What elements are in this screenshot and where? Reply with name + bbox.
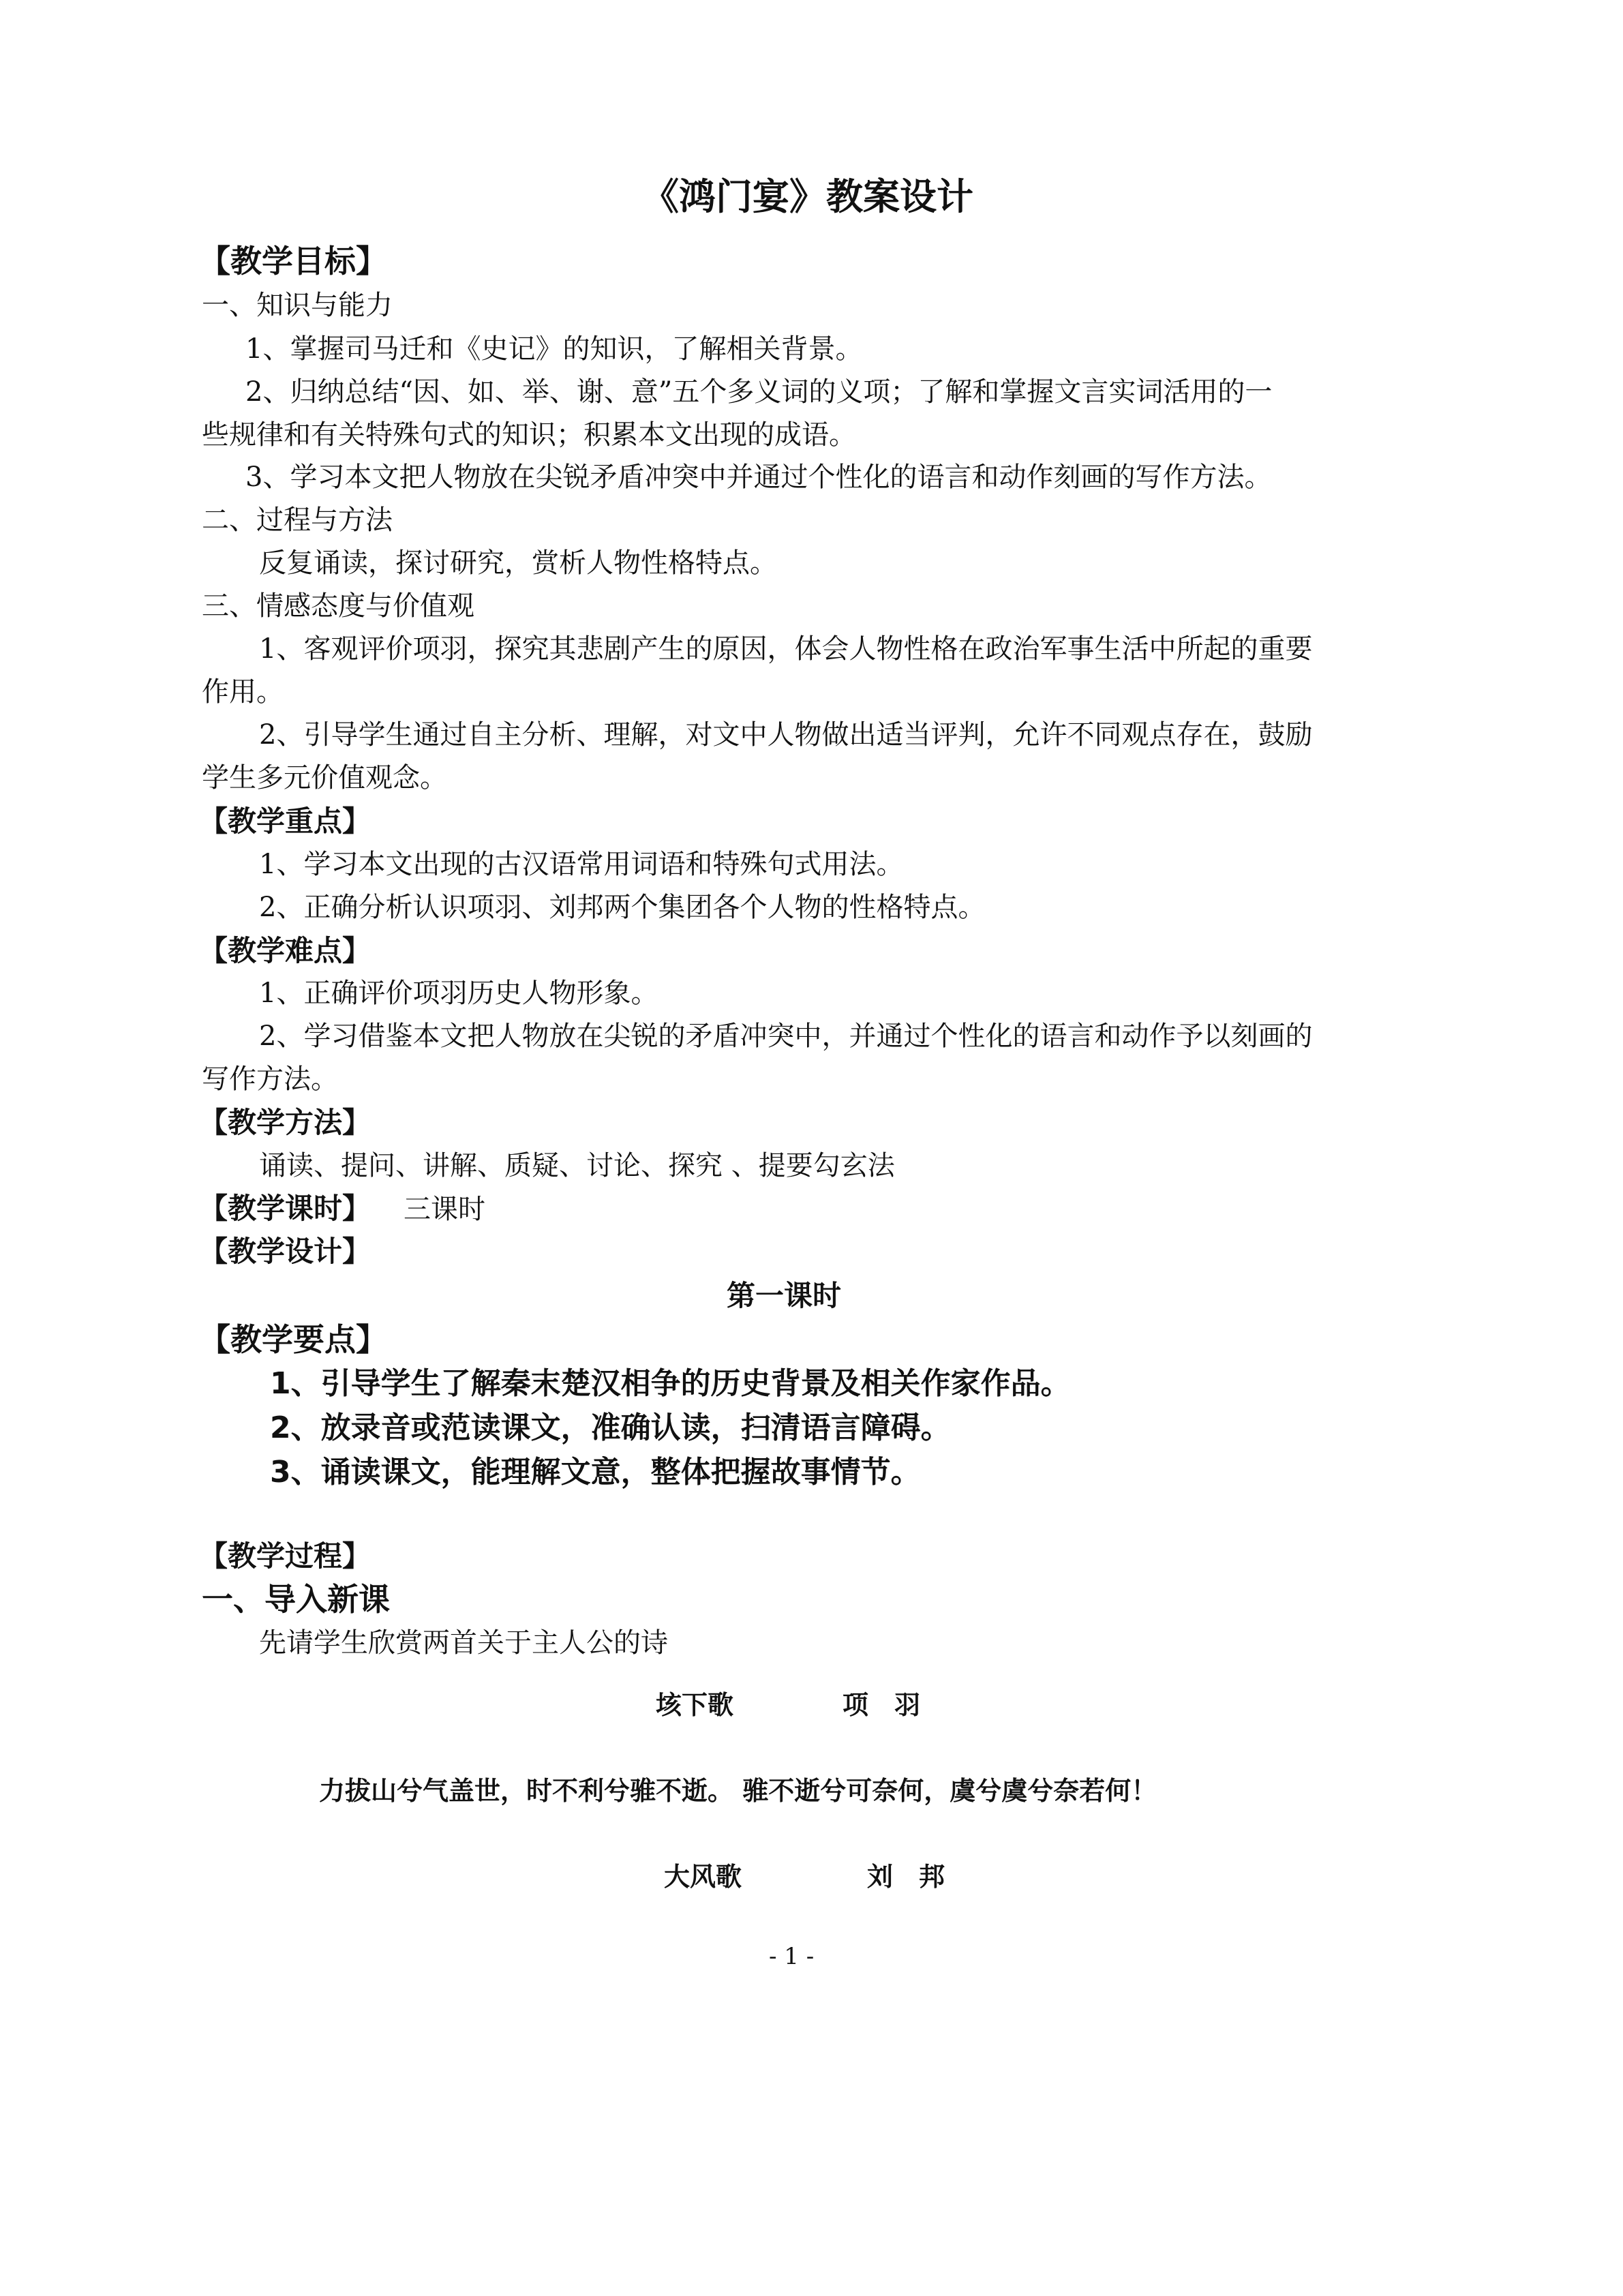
objectives-s2-text: 反复诵读，探讨研究，赏析人物性格特点。 xyxy=(259,547,777,579)
process-step1-text: 先请学生欣赏两首关于主人公的诗 xyxy=(259,1627,668,1659)
difficulties-item2-line1: 2、学习借鉴本文把人物放在尖锐的矛盾冲突中，并通过个性化的语言和动作予以刻画的 xyxy=(259,1021,1313,1052)
objectives-heading: 【教学目标】 xyxy=(199,243,387,280)
key-points-heading: 【教学重点】 xyxy=(199,804,371,838)
objectives-s3-heading: 三、情感态度与价值观 xyxy=(202,590,474,622)
poem2-title: 大风歌 xyxy=(664,1862,742,1892)
design-heading: 【教学设计】 xyxy=(199,1235,371,1268)
lesson1-title: 第一课时 xyxy=(727,1279,842,1312)
difficulties-item1: 1、正确评价项羽历史人物形象。 xyxy=(259,978,658,1009)
objectives-s3-item1-line1: 1、客观评价项羽，探究其悲剧产生的原因，体会人物性格在政治军事生活中所起的重要 xyxy=(259,633,1313,665)
lesson1-point3: 3、诵读课文，能理解文意，整体把握故事情节。 xyxy=(270,1455,921,1490)
objectives-s1-item1: 1、掌握司马迁和《史记》的知识，了解相关背景。 xyxy=(245,333,863,365)
methods-text: 诵读、提问、讲解、质疑、讨论、探究 、提要勾玄法 xyxy=(259,1150,895,1181)
objectives-s1-item3: 3、学习本文把人物放在尖锐矛盾冲突中并通过个性化的语言和动作刻画的写作方法。 xyxy=(245,462,1272,493)
objectives-s3-item2-line1: 2、引导学生通过自主分析、理解，对文中人物做出适当评判，允许不同观点存在，鼓励 xyxy=(259,719,1313,751)
lesson1-points-heading: 【教学要点】 xyxy=(199,1321,387,1358)
document-title: 《鸿门宴》教案设计 xyxy=(642,175,973,218)
difficulties-item2-line2: 写作方法。 xyxy=(202,1063,338,1095)
poem1-author: 项 羽 xyxy=(843,1690,921,1720)
difficulties-heading: 【教学难点】 xyxy=(199,934,371,967)
lesson1-point1: 1、引导学生了解秦末楚汉相争的历史背景及相关作家作品。 xyxy=(270,1366,1071,1401)
page-number: - 1 - xyxy=(769,1943,815,1970)
objectives-s3-item2-line2: 学生多元价值观念。 xyxy=(202,762,447,794)
objectives-s3-item1-line2: 作用。 xyxy=(202,676,284,708)
objectives-s1-item2-line1: 2、归纳总结“因、如、举、谢、意”五个多义词的义项；了解和掌握文言实词活用的一 xyxy=(245,376,1273,408)
objectives-s2-heading: 二、过程与方法 xyxy=(202,504,393,536)
key-points-item2: 2、正确分析认识项羽、刘邦两个集团各个人物的性格特点。 xyxy=(259,892,986,923)
poem1-text: 力拔山兮气盖世，时不利兮骓不逝。 骓不逝兮可奈何，虞兮虞兮奈若何！ xyxy=(319,1776,1157,1806)
lesson1-point2: 2、放录音或范读课文，准确认读，扫清语言障碍。 xyxy=(270,1410,951,1445)
poem2-author: 刘 邦 xyxy=(867,1862,945,1892)
methods-heading: 【教学方法】 xyxy=(199,1106,371,1139)
objectives-s1-heading: 一、知识与能力 xyxy=(202,290,393,321)
process-heading: 【教学过程】 xyxy=(199,1539,371,1573)
hours-value: 三课时 xyxy=(404,1194,485,1225)
process-step1-heading: 一、导入新课 xyxy=(202,1581,390,1618)
key-points-item1: 1、学习本文出现的古汉语常用词语和特殊句式用法。 xyxy=(259,849,904,880)
objectives-s1-item2-line2: 些规律和有关特殊句式的知识；积累本文出现的成语。 xyxy=(202,419,856,451)
hours-heading: 【教学课时】 xyxy=(199,1192,371,1225)
poem1-title: 垓下歌 xyxy=(656,1690,734,1720)
